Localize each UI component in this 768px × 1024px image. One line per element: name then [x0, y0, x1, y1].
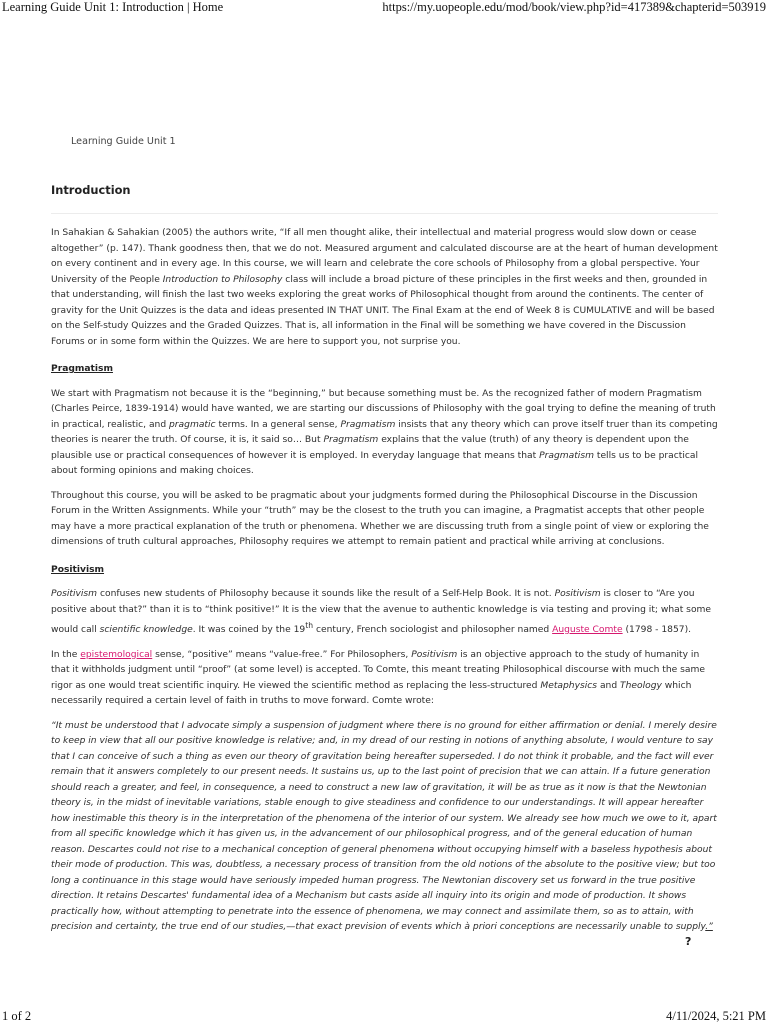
positivism-paragraph-2: In the epistemological sense, “positive” means “value-free.” For Philosophers, Positivism is an objective approach to the study of humanity in that it withholds judgment until “proof” (at some level) is accepted. To Comte, this meant treating Philosophical discourse with much the same rigor as one would treat scientific inquiry. He viewed the scientific method as replacing the less-structured Metaphysics and Theology which necessarily required a certain level of faith in truths to move forward. Comte wrote:: [51, 649, 705, 707]
book-content: [51, 226, 719, 936]
auguste-comte-link[interactable]: Auguste Comte: [552, 625, 623, 636]
quote-citation-link[interactable]: .”: [705, 922, 713, 933]
print-header: [0, 0, 768, 15]
epistemological-link[interactable]: epistemological: [80, 649, 153, 660]
help-button[interactable]: ?: [685, 935, 692, 948]
comte-quote: “It must be understood that I advocate simply a suspension of judgment where there is no ground for either affirmation or denial. I merely desire to keep in view that all our positive knowledge is relative; and, in my dread of our resting in notions of anything absolute, I would venture to say that I can conceive of such a thing as even our theory of gravitation being hereafter superseded. I do not think it probable, and the fact will ever remain that it answers completely to our present needs. It sustains us, up to the last point of precision that we can attain. If a future generation should reach a greater, and feel, in consequence, a need to construct a new law of gravitation, it will be as true as it now is that the Newtonian theory is, in the midst of inevitable variations, stable enough to give steadiness and confidence to our understandings. It will appear hereafter how inestimable this theory is in the interpretation of the phenomena of the interior of our system. We already see how much we owe to it, apart from all specific knowledge which it has given us, in the advancement of our philosophical progress, and of the general education of human reason. Descartes could not rise to a mechanical conception of general phenomena without occupying himself with a baseless hypothesis about their mode of production. This was, doubtless, a necessary process of transition from the old notions of the absolute to the positive view; but too long a continuance in this stage would have seriously impeded human progress. The Newtonian discovery set us forward in the true positive direction. It retains Descartes' fundamental idea of a Mechanism but casts aside all inquiry into its origin and mode of production. It shows practically how, without attempting to penetrate into the essence of phenomena, we may connect and assimilate them, so as to attain, with precision and certainty, the true end of our studies,—that exact prevision of events which à priori conceptions are necessarily unable to supply.”: [51, 720, 717, 933]
print-page-url: https://my.uopeople.edu/mod/book/view.php?id=417389&chapterid=503919: [382, 0, 766, 14]
pragmatism-paragraph-2: Throughout this course, you will be asked to be pragmatic about your judgments formed during the Philosophical Discourse in the Discussion Forum in the Written Assignments. While your “truth” may be the closest to the truth you can imagine, a Pragmatist accepts that other people may have a more practical explanation of the truth or phenomena. Whether we are discussing truth from a single point of view or exploring the dimensions of truth cultural approaches, Philosophy requires we attempt to remain patient and practical while arriving at conclusions.: [51, 490, 709, 547]
pragmatism-paragraph-1: We start with Pragmatism not because it is the “beginning,” but because something must be. As the recognized father of modern Pragmatism (Charles Peirce, 1839-1914) would have wanted, we are starting our discussions of Philosophy with the goal trying to define the meaning of truth in practical, realistic, and pragmatic terms. In a general sense, Pragmatism insists that any theory which can prove itself truer than its competing theories is nearer the truth. Of course, it is, it said so… But Pragmatism explains that the value (truth) of any theory is dependent upon the plausible use or practical consequences of however it is employed. In everyday language that means that Pragmatism tells us to be practical about forming opinions and making choices.: [51, 388, 718, 476]
print-datetime: 4/11/2024, 5:21 PM: [666, 1009, 766, 1023]
positivism-heading: Positivism: [51, 564, 105, 575]
intro-paragraph: In Sahakian & Sahakian (2005) the authors write, “If all men thought alike, their intellectual and material progress would slow down or cease altogether” (p. 147). Thank goodness then, that we do not. Measured argument and calculated discourse are at the heart of human development on every continent and in every age. In this course, we will learn and celebrate the core schools of Philosophy from a global perspective. Your University of the People Introduction to Philosophy class will include a broad picture of these principles in the first weeks and then, grounded in that understanding, will finish the last two weeks exploring the great works of Philosophical thought from around the continents. The center of gravity for the Unit Quizzes is the data and ideas presented IN THAT UNIT. The Final Exam at the end of Week 8 is CUMULATIVE and will be based on the Self-study Quizzes and the Graded Quizzes. That is, all information in the Final will be something we have covered in the Discussion Forums or in some form within the Quizzes. We are here to support you, not surprise you.: [51, 228, 718, 347]
print-page-title: Learning Guide Unit 1: Introduction | Home: [2, 0, 224, 14]
print-footer: [0, 1009, 768, 1024]
page-title: Introduction: [51, 183, 131, 197]
breadcrumb[interactable]: Learning Guide Unit 1: [71, 136, 176, 147]
heading-divider: [51, 213, 718, 214]
print-page-number: 1 of 2: [2, 1009, 32, 1023]
pragmatism-heading: Pragmatism: [51, 364, 113, 374]
positivism-paragraph-1: Positivism confuses new students of Philosophy because it sounds like the result of a Self-Help Book. It is not. Positivism is closer to “Are you positive about that?” than it is to “think positive!” It is the view that the avenue to authentic knowledge is via testing and proving it; what some would call scientific knowledge. It was coined by the 19th century, French sociologist and philosopher named Auguste Comte (1798 - 1857).: [51, 589, 712, 636]
